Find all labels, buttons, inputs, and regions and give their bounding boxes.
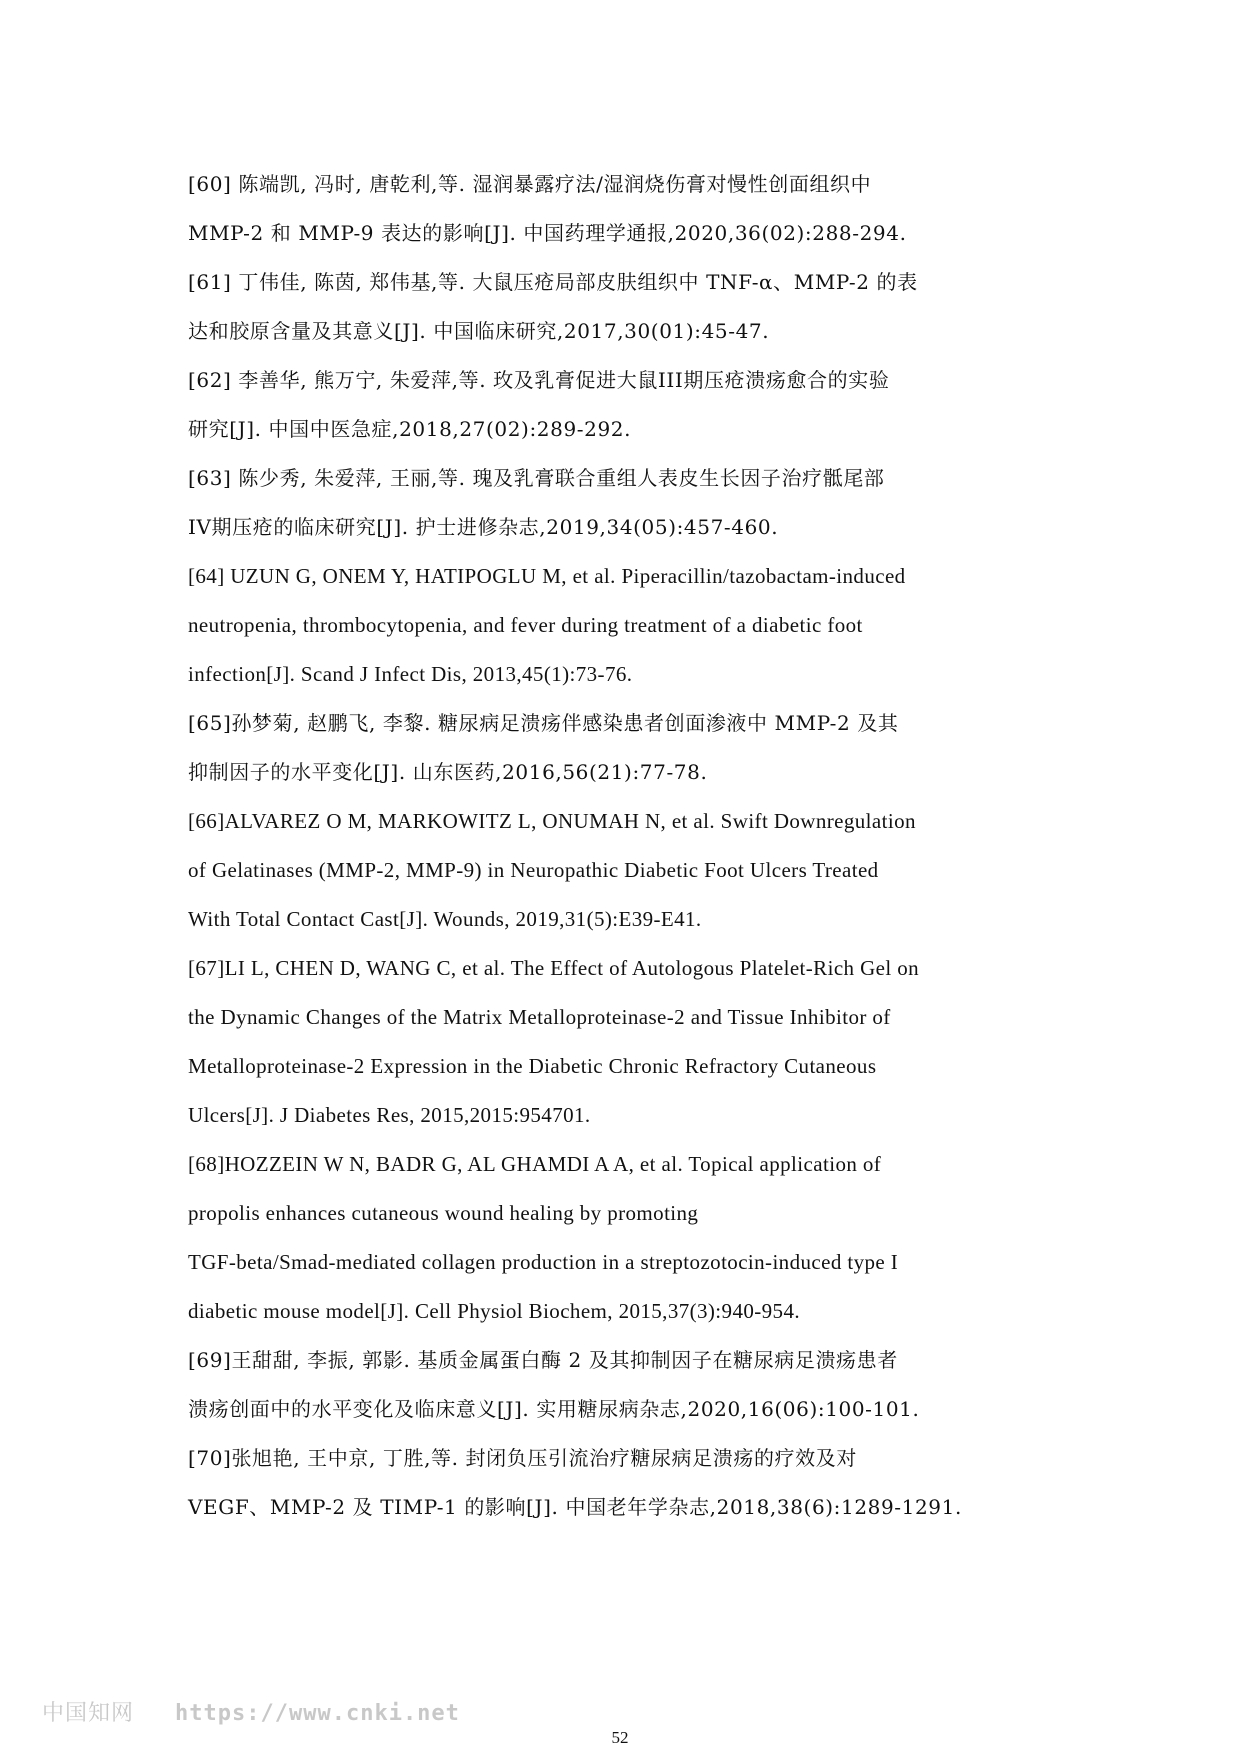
ref-66-line-1: [66]ALVAREZ O M, MARKOWITZ L, ONUMAH N, et al. Swift Downregulation	[188, 809, 916, 833]
watermark-logo: 中国知网	[42, 1701, 135, 1726]
ref-67-line-3: Metalloproteinase-2 Expression in the Diabetic Chronic Refractory Cutaneous	[188, 1054, 877, 1078]
ref-60-line-2: MMP-2 和 MMP-9 表达的影响[J]. 中国药理学通报,2020,36(02):288-294.	[188, 221, 907, 245]
cnki-watermark	[42, 1696, 460, 1727]
ref-69-line-1: [69]王甜甜, 李振, 郭影. 基质金属蛋白酶 2 及其抑制因子在糖尿病足溃疡患者	[188, 1348, 898, 1372]
ref-65-line-1: [65]孙梦菊, 赵鹏飞, 李黎. 糖尿病足溃疡伴感染患者创面渗液中 MMP-2 及其	[188, 711, 899, 735]
ref-70-line-1: [70]张旭艳, 王中京, 丁胜,等. 封闭负压引流治疗糖尿病足溃疡的疗效及对	[188, 1446, 857, 1470]
ref-62-line-2: 研究[J]. 中国中医急症,2018,27(02):289-292.	[188, 417, 632, 441]
ref-62-line-1: [62] 李善华, 熊万宁, 朱爱萍,等. 玫及乳膏促进大鼠III期压疮溃疡愈合的实验	[188, 368, 890, 392]
page-number: 52	[611, 1728, 629, 1747]
ref-68-line-4: diabetic mouse model[J]. Cell Physiol Biochem, 2015,37(3):940-954.	[188, 1299, 800, 1323]
ref-69-line-2: 溃疡创面中的水平变化及临床意义[J]. 实用糖尿病杂志,2020,16(06):100-101.	[188, 1397, 920, 1421]
ref-66-line-2: of Gelatinases (MMP-2, MMP-9) in Neuropathic Diabetic Foot Ulcers Treated	[188, 858, 879, 882]
ref-68-line-1: [68]HOZZEIN W N, BADR G, AL GHAMDI A A, et al. Topical application of	[188, 1152, 882, 1176]
ref-63-line-2: IV期压疮的临床研究[J]. 护士进修杂志,2019,34(05):457-460.	[188, 515, 779, 539]
ref-61-line-2: 达和胶原含量及其意义[J]. 中国临床研究,2017,30(01):45-47.	[188, 319, 770, 343]
ref-68-line-3: TGF-beta/Smad-mediated collagen production in a streptozotocin-induced type I	[188, 1250, 899, 1274]
ref-67-line-1: [67]LI L, CHEN D, WANG C, et al. The Effect of Autologous Platelet-Rich Gel on	[188, 956, 920, 980]
ref-60-line-1: [60] 陈端凯, 冯时, 唐乾利,等. 湿润暴露疗法/湿润烧伤膏对慢性创面组织中	[188, 172, 872, 196]
ref-67-line-4: Ulcers[J]. J Diabetes Res, 2015,2015:954701.	[188, 1103, 591, 1127]
ref-68-line-2: propolis enhances cutaneous wound healing by promoting	[188, 1201, 699, 1225]
ref-64-line-1: [64] UZUN G, ONEM Y, HATIPOGLU M, et al. Piperacillin/tazobactam-induced	[188, 564, 906, 588]
ref-67-line-2: the Dynamic Changes of the Matrix Metalloproteinase-2 and Tissue Inhibitor of	[188, 1005, 891, 1029]
ref-63-line-1: [63] 陈少秀, 朱爱萍, 王丽,等. 瑰及乳膏联合重组人表皮生长因子治疗骶尾部	[188, 466, 885, 490]
watermark-url: https://www.cnki.net	[175, 1701, 460, 1726]
ref-64-line-3: infection[J]. Scand J Infect Dis, 2013,45(1):73-76.	[188, 662, 633, 686]
ref-65-line-2: 抑制因子的水平变化[J]. 山东医药,2016,56(21):77-78.	[188, 760, 708, 784]
ref-64-line-2: neutropenia, thrombocytopenia, and fever during treatment of a diabetic foot	[188, 613, 863, 637]
reference-list	[188, 160, 1048, 1532]
ref-66-line-3: With Total Contact Cast[J]. Wounds, 2019,31(5):E39-E41.	[188, 907, 702, 931]
ref-70-line-2: VEGF、MMP-2 及 TIMP-1 的影响[J]. 中国老年学杂志,2018,38(6):1289-1291.	[188, 1495, 962, 1519]
ref-61-line-1: [61] 丁伟佳, 陈茵, 郑伟基,等. 大鼠压疮局部皮肤组织中 TNF-α、MMP-2 的表	[188, 270, 918, 294]
